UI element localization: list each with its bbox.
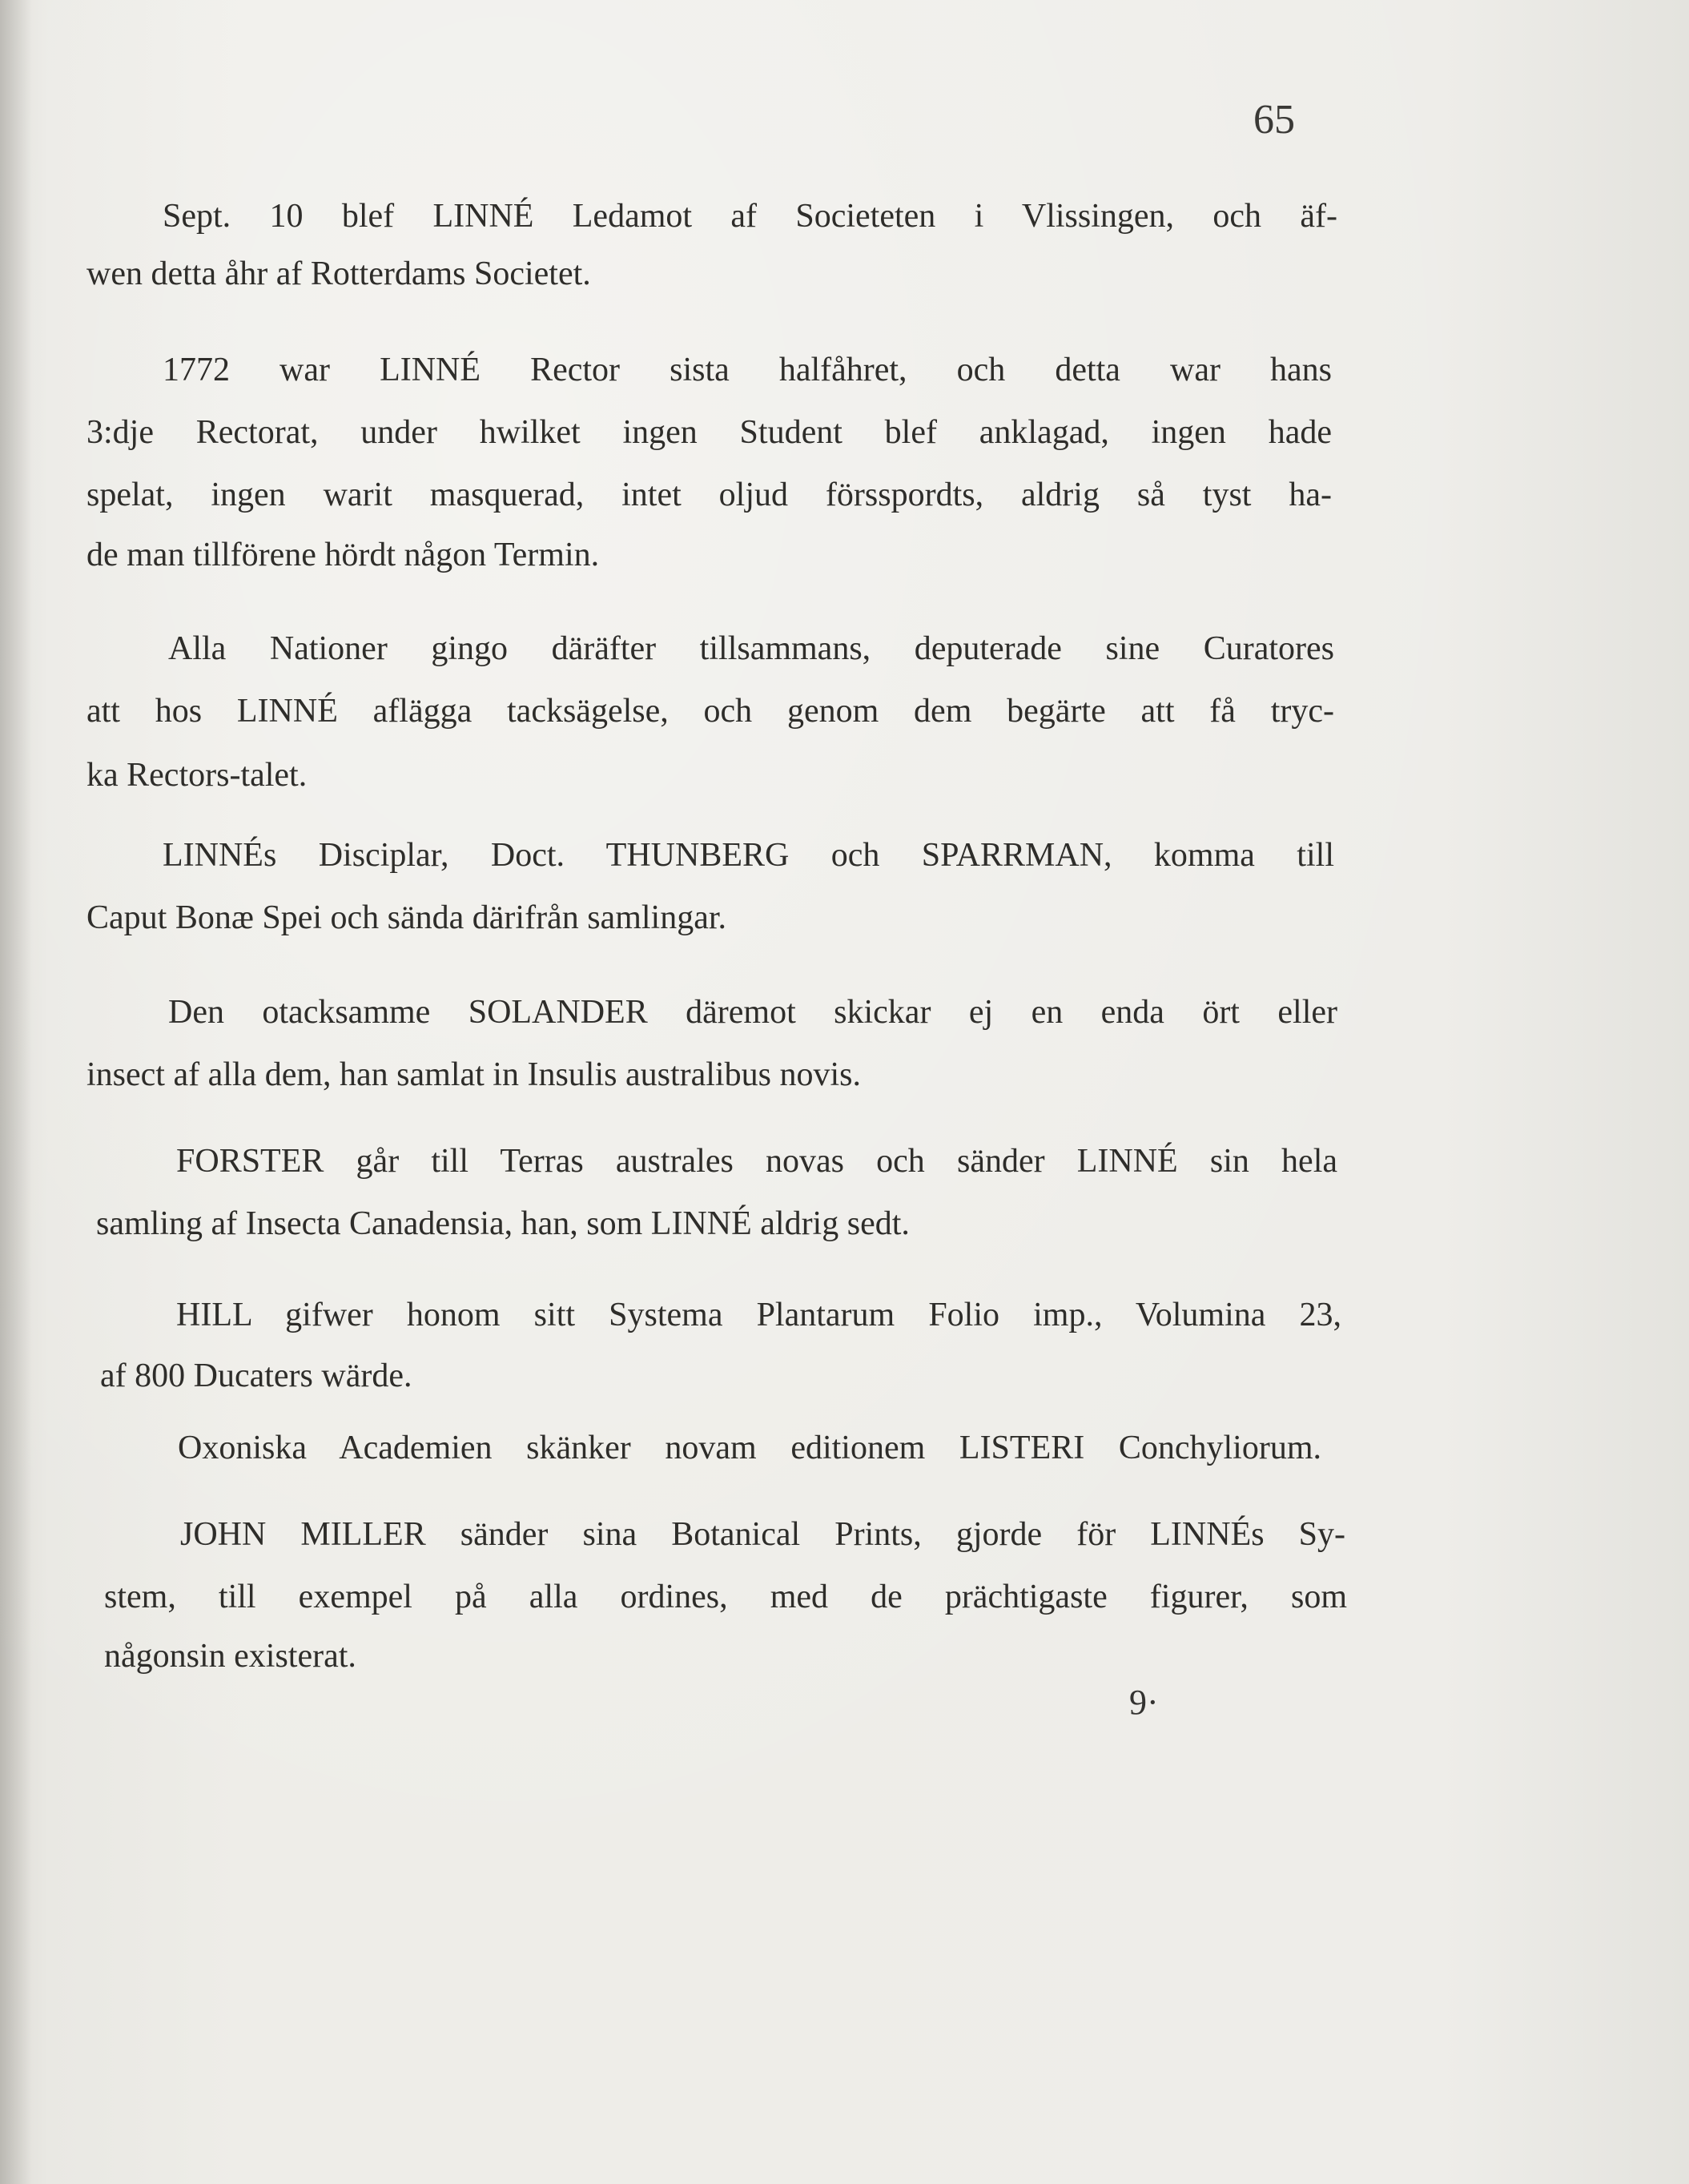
text-line-content: 3:dje Rectorat, under hwilket ingen Student blef anklagad, ingen hade (86, 414, 1332, 451)
text-line-content: insect af alla dem, han samlat in Insulis australibus novis. (86, 1056, 861, 1093)
text-line (0, 1426, 1689, 1482)
text-line (0, 1293, 1689, 1349)
text-line-content: FORSTER går till Terras australes novas och sänder LINNÉ sin hela (176, 1143, 1337, 1180)
text-line-content: någonsin existerat. (104, 1638, 356, 1675)
text-line-content: Alla Nationer gingo däräfter tillsammans, deputerade sine Curatores (168, 630, 1334, 667)
page-number: 65 (1253, 97, 1295, 143)
text-line (0, 473, 1689, 529)
signature-mark: 9· (1129, 1683, 1159, 1722)
text-line-content: spelat, ingen warit masquerad, intet oljud försspordts, aldrig så tyst ha- (86, 477, 1332, 513)
text-line-content: 1772 war LINNÉ Rector sista halfåhret, och detta war hans (163, 352, 1332, 388)
text-line (0, 990, 1689, 1046)
text-line (0, 194, 1689, 250)
text-line-content: HILL gifwer honom sitt Systema Plantarum Folio imp., Volumina 23, (176, 1297, 1341, 1333)
text-line-content: stem, till exempel på alla ordines, med de prächtigaste figurer, som (104, 1579, 1347, 1615)
text-line-content: Caput Bonæ Spei och sända därifrån samlingar. (86, 899, 727, 936)
text-line (0, 1201, 1689, 1257)
text-line-content: Oxoniska Academien skänker novam editionem LISTERI Conchyliorum. (178, 1430, 1321, 1466)
text-line-content: samling af Insecta Canadensia, han, som LINNÉ aldrig sedt. (96, 1205, 910, 1242)
text-line-content: Sept. 10 blef LINNÉ Ledamot af Societeten i Vlissingen, och äf- (163, 198, 1337, 235)
text-line-content: af 800 Ducaters wärde. (100, 1357, 412, 1394)
text-line (0, 1353, 1689, 1410)
text-line (0, 753, 1689, 809)
text-line (0, 1139, 1689, 1195)
text-line-content: ka Rectors-talet. (86, 757, 308, 794)
text-line-content: de man tillförene hördt någon Termin. (86, 537, 600, 573)
text-line (0, 251, 1689, 308)
text-line (0, 410, 1689, 466)
text-line (0, 1634, 1689, 1690)
text-line (0, 895, 1689, 951)
text-line (0, 626, 1689, 682)
text-line (0, 533, 1689, 589)
text-line-content: Den otacksamme SOLANDER däremot skickar ej en enda ört eller (168, 994, 1337, 1031)
text-line-content: JOHN MILLER sänder sina Botanical Prints, gjorde för LINNÉs Sy- (180, 1516, 1345, 1553)
text-line (0, 833, 1689, 889)
text-line-content: att hos LINNÉ aflägga tacksägelse, och genom dem begärte att få tryc- (86, 693, 1334, 730)
text-line-content: LINNÉs Disciplar, Doct. THUNBERG och SPARRMAN, komma till (163, 837, 1334, 874)
text-line (0, 689, 1689, 745)
text-line-content: wen detta åhr af Rotterdams Societet. (86, 255, 591, 292)
text-line (0, 1575, 1689, 1631)
text-line (0, 348, 1689, 404)
text-line (0, 1512, 1689, 1568)
text-line (0, 1052, 1689, 1108)
